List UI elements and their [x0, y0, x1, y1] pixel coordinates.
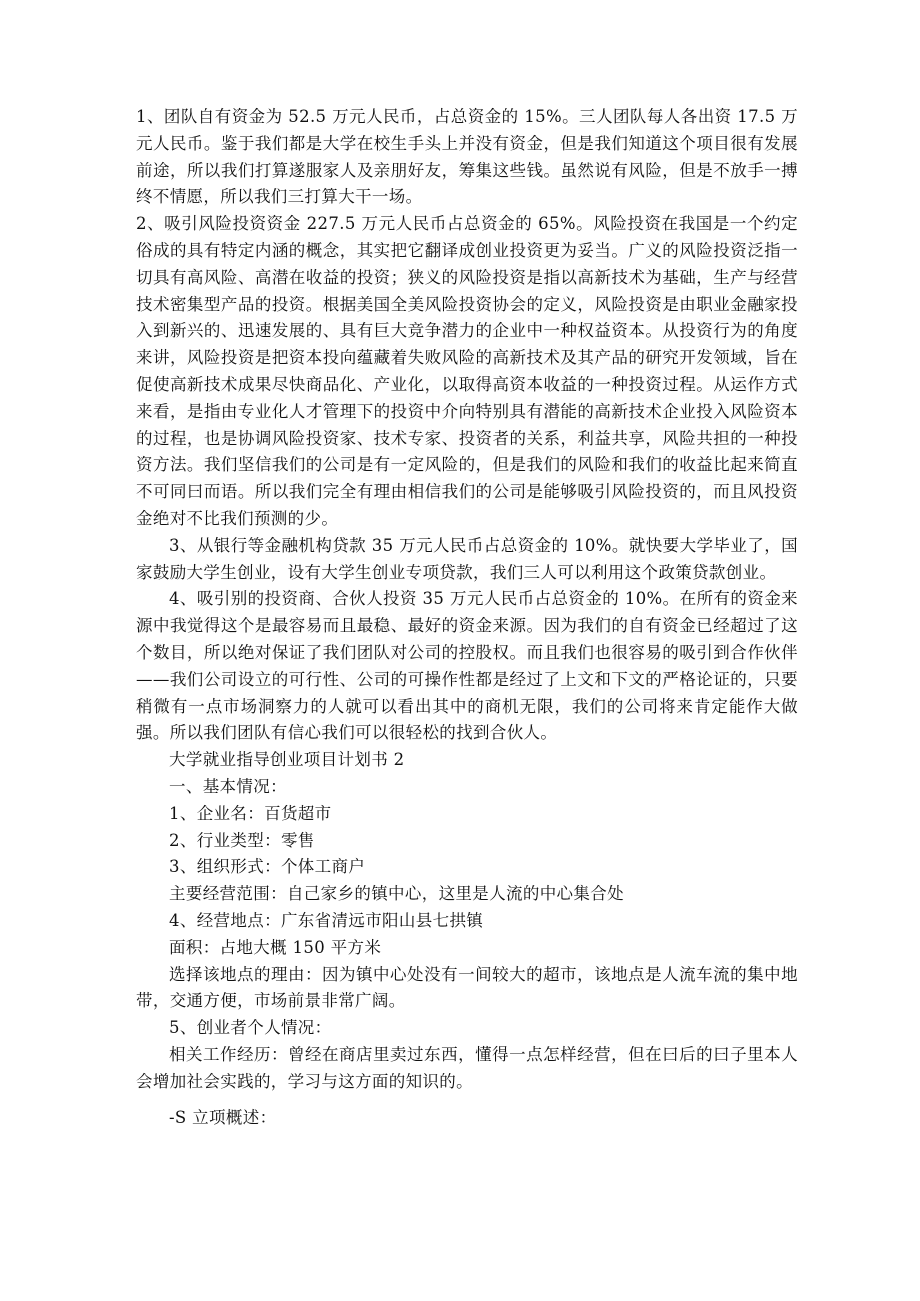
document-page: [136, 104, 798, 1132]
org-form-line: 3、组织形式：个体工商户: [169, 857, 366, 877]
business-scope-line: 主要经营范围：自己家乡的镇中心，这里是人流的中心集合处: [169, 884, 624, 904]
location-line: 4、经营地点：广东省清远市阳山县七拱镇: [169, 910, 484, 930]
project-overview-heading: -S 立项概述：: [169, 1108, 277, 1128]
area-line: 面积：占地大概 150 平方米: [169, 937, 382, 957]
paragraph-own-funds: 1、团队自有资金为 52.5 万元人民币，占总资金的 15%。三人团队每人各出资 17.5 万元人民币。鉴于我们都是大学在校生手头上并没有资金，但是我们知道这个项目很有发展前途，所以我们打算遂服家人及亲朋好友，筹集这些钱。虽然说有风险，但是不放手一搏终不情愿，所以我们三打算大干一场。: [136, 107, 798, 207]
founder-heading: 5、创业者个人情况：: [169, 1018, 332, 1038]
enterprise-name-line: 1、企业名：百货超市: [169, 803, 332, 823]
paragraph-venture-capital: 2、吸引风险投资资金 227.5 万元人民币占总资金的 65%。风险投资在我国是一个约定俗成的具有特定内涵的概念，其实把它翻译成创业投资更为妥当。广义的风险投资泛指一切具有高风险、高潜在收益的投资；狭义的风险投资是指以高新技术为基础，生产与经营技术密集型产品的投资。根据美国全美风险投资协会的定义，风险投资是由职业金融家投入到新兴的、迅速发展的、具有巨大竞争潜力的企业中一种权益资本。从投资行为的角度来讲，风险投资是把资本投向蕴藏着失败风险的高新技术及其产品的研究开发领域，旨在促使高新技术成果尽快商品化、产业化，以取得高资本收益的一种投资过程。从运作方式来看，是指由专业化人才管理下的投资中介向特别具有潜能的高新技术企业投入风险资本的过程，也是协调风险投资家、技术专家、投资者的关系，利益共享，风险共担的一种投资方法。我们坚信我们的公司是有一定风险的，但是我们的风险和我们的收益比起来简直不可同曰而语。所以我们完全有理由相信我们的公司是能够吸引风险投资的，而且风投资金绝对不比我们预测的少。: [136, 214, 798, 528]
section-title: 大学就业指导创业项目计划书 2: [169, 750, 405, 770]
work-experience-paragraph: 相关工作经历：曾经在商店里卖过东西，懂得一点怎样经营，但在曰后的曰子里本人会增加社会实践的，学习与这方面的知识的。: [136, 1044, 798, 1091]
location-reason-paragraph: 选择该地点的理由：因为镇中心处没有一间较大的超市，该地点是人流车流的集中地带，交通方便，市场前景非常广阔。: [136, 964, 798, 1011]
industry-type-line: 2、行业类型：零售: [169, 830, 315, 850]
basic-info-heading: 一、基本情况：: [169, 776, 287, 796]
paragraph-partner-investment: 4、吸引别的投资商、合伙人投资 35 万元人民币占总资金的 10%。在所有的资金来源中我觉得这个是最容易而且最稳、最好的资金来源。因为我们的自有资金已经超过了这个数目，所以绝对保证了我们团队对公司的控股权。而且我们也很容易的吸引到合作伙伴——我们公司设立的可行性、公司的可操作性都是经过了上文和下文的严格论证的，只要稍微有一点市场洞察力的人就可以看出其中的商机无限，我们的公司将来肯定能作大做强。所以我们团队有信心我们可以很轻松的找到合伙人。: [136, 589, 798, 743]
paragraph-bank-loan: 3、从银行等金融机构贷款 35 万元人民币占总资金的 10%。就快要大学毕业了，国家鼓励大学生创业，设有大学生创业专项贷款，我们三人可以利用这个政策贷款创业。: [136, 535, 798, 582]
